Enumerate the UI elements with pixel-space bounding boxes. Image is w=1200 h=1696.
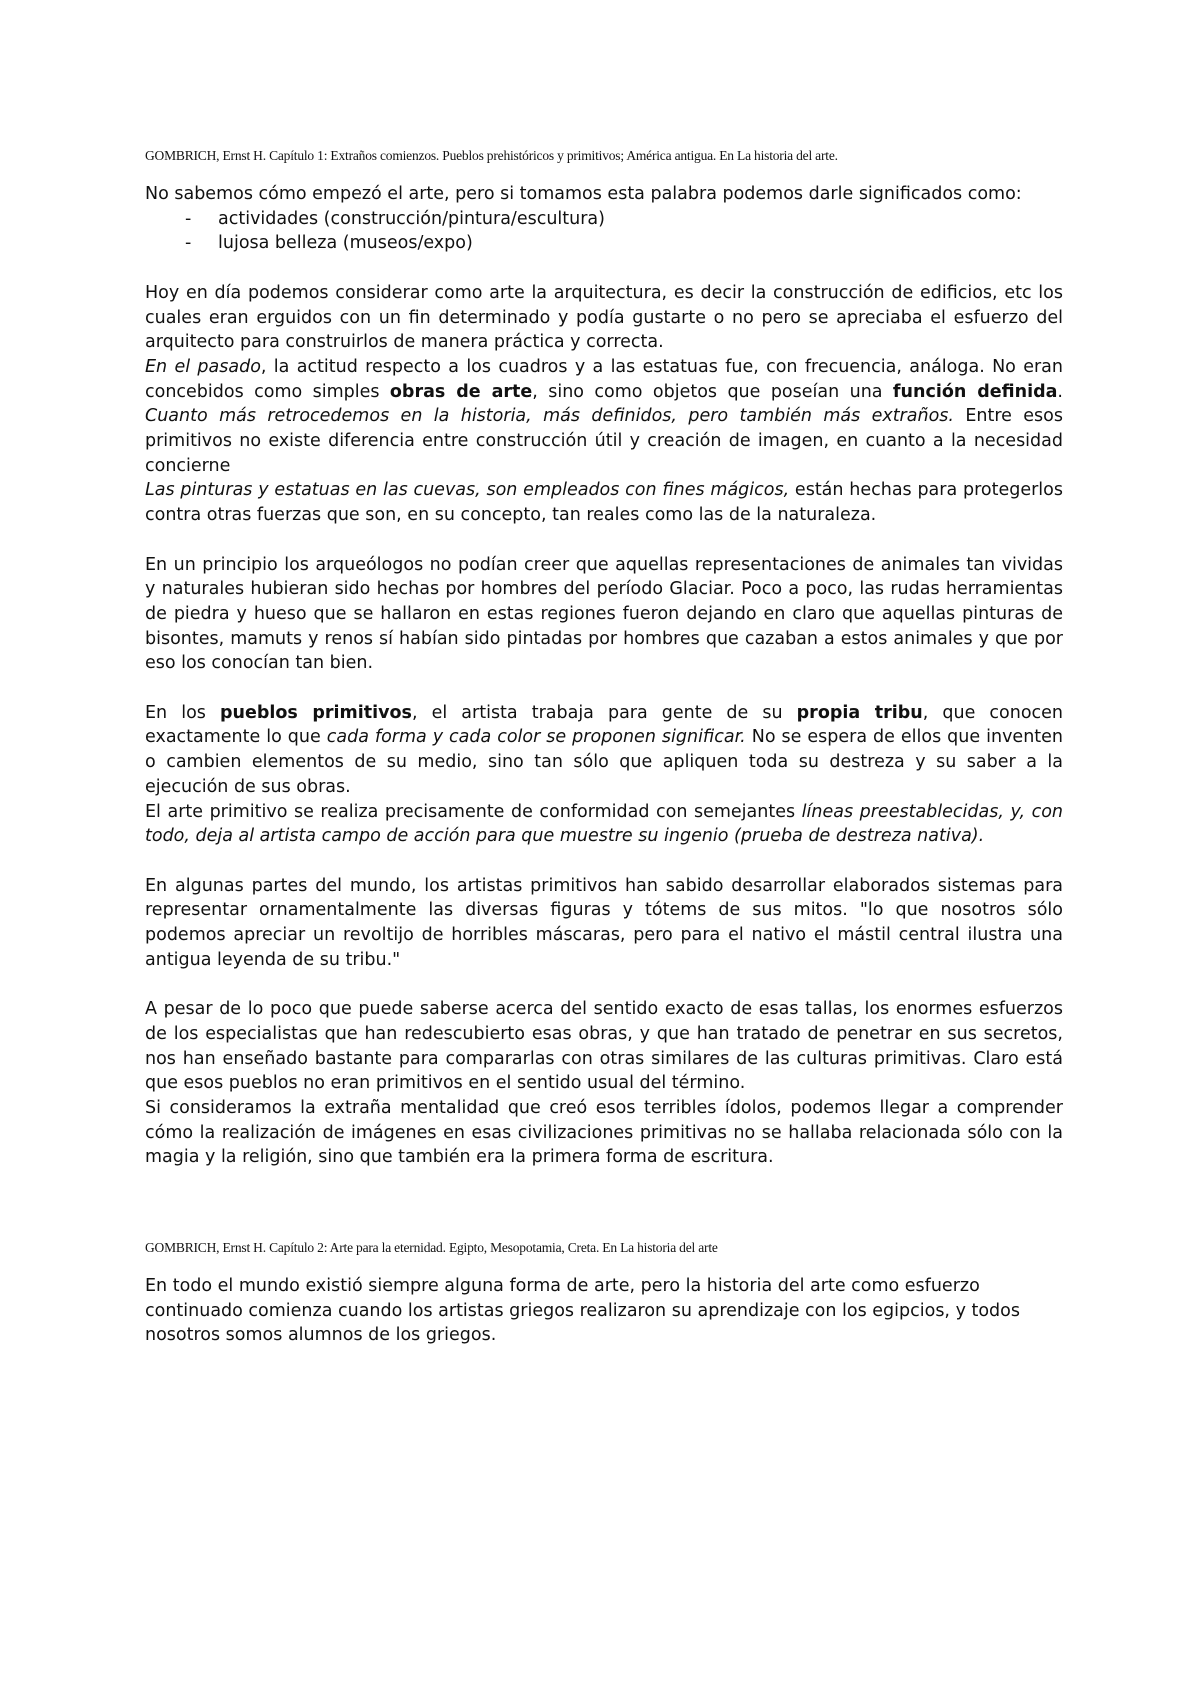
meanings-list xyxy=(145,207,1063,256)
architecture-paragraph: Hoy en día podemos considerar como arte la arquitectura, es decir la construcción de edificios, etc los cuales eran erguidos con un fin determinado y podía gustarte o no pero se apreciaba el esfuerzo del arquitecto para construirlos de manera práctica y correcta. xyxy=(145,282,1063,353)
chapter-2-body xyxy=(145,1274,1063,1348)
chapter-1-body xyxy=(145,182,1063,1170)
primitive-peoples-paragraph: En los pueblos primitivos, el artista trabaja para gente de su propia tribu, que conocen exactamente lo que cada forma y cada color se proponen significar. No se espera de ellos que inventen o cambien elementos de su medio, sino tan sólo que apliquen toda su destreza y su saber a la ejecución de sus obras. xyxy=(145,702,1064,797)
egypt-paragraph: En todo el mundo existió siempre alguna forma de arte, pero la historia del arte como esfuerzo continuado comienza cuando los artistas griegos realizaron su aprendizaje con los egipcios, y todos nosotros somos alumnos de los griegos. xyxy=(145,1276,1020,1346)
list-item: - actividades (construcción/pintura/escultura) xyxy=(145,207,1063,232)
carvings-paragraph: A pesar de lo poco que puede saberse acerca del sentido exacto de esas tallas, los enormes esfuerzos de los especialistas que han redescubierto esas obras, y que han tratado de penetrar en sus secretos, nos han enseñado bastante para compararlas con otras similares de las culturas primitivas. Claro está que esos pueblos no eran primitivos en el sentido usual del término. xyxy=(145,999,1063,1094)
caves-paragraph: Las pinturas y estatuas en las cuevas, son empleados con fines mágicos, están hechas para protegerlos contra otras fuerzas que son, en su concepto, tan reales como las de la naturaleza. xyxy=(145,480,1063,526)
chapter-2-reference: GOMBRICH, Ernst H. Capítulo 2: Arte para la eternidad. Egipto, Mesopotamia, Creta. En La historia del arte xyxy=(145,1240,718,1256)
past-paragraph: En el pasado, la actitud respecto a los cuadros y a las estatuas fue, con frecuencia, análoga. No eran concebidos como simples obras de arte, sino como objetos que poseían una función definida. Cuanto más retrocedemos en la historia, más definidos, pero también más extraños. Entre esos primitivos no existe diferencia entre construcción útil y creación de imagen, en cuanto a la necesidad concierne xyxy=(145,356,1064,476)
list-item: - lujosa belleza (museos/expo) xyxy=(145,231,1063,256)
idols-paragraph: Si consideramos la extraña mentalidad que creó esos terribles ídolos, podemos llegar a comprender cómo la realización de imágenes en esas civilizaciones primitivas no se hallaba relacionada sólo con la magia y la religión, sino que también era la primera forma de escritura. xyxy=(145,1097,1063,1168)
intro-paragraph: No sabemos cómo empezó el arte, pero si tomamos esta palabra podemos darle significados como: xyxy=(145,184,1022,204)
chapter-1-reference: GOMBRICH, Ernst H. Capítulo 1: Extraños comienzos. Pueblos prehistóricos y primitivos; América antigua. En La historia del arte. xyxy=(145,148,838,163)
primitive-art-paragraph: El arte primitivo se realiza precisamente de conformidad con semejantes líneas preestablecidas, y, con todo, deja al artista campo de acción para que muestre su ingenio (prueba de destreza nativa). xyxy=(145,801,1063,847)
archaeologists-paragraph: En un principio los arqueólogos no podían creer que aquellas representaciones de animales tan vividas y naturales hubieran sido hechas por hombres del período Glaciar. Poco a poco, las rudas herramientas de piedra y hueso que se hallaron en estas regiones fueron dejando en claro que aquellas pinturas de bisontes, mamuts y renos sí habían sido pintadas por hombres que cazaban a estos animales y que por eso los conocían tan bien. xyxy=(145,554,1063,674)
world-paragraph: En algunas partes del mundo, los artistas primitivos han sabido desarrollar elaborados sistemas para representar ornamentalmente las diversas figuras y tótems de sus mitos. "lo que nosotros sólo podemos apreciar un revoltijo de horribles máscaras, pero para el nativo el mástil central ilustra una antigua leyenda de su tribu." xyxy=(145,875,1063,970)
